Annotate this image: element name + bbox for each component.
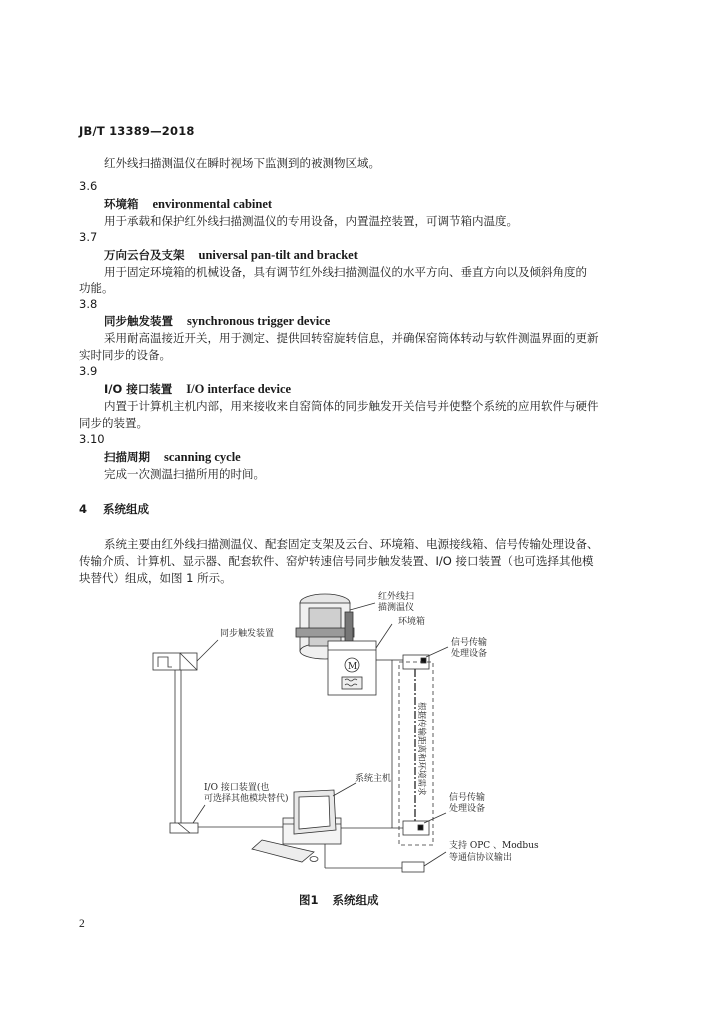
term-number: 3.6 bbox=[79, 179, 98, 193]
term-en: I/O interface device bbox=[186, 382, 292, 396]
intro-line: 红外线扫描测温仪在瞬时视场下监测到的被测物区域。 bbox=[104, 156, 380, 170]
term-definition-line: 完成一次测温扫描所用的时间。 bbox=[104, 467, 265, 481]
term-definition-line: 实时同步的设备。 bbox=[79, 348, 171, 362]
term-cn: 环境箱 bbox=[104, 197, 139, 211]
label-opc: 等通信协议输出 bbox=[449, 853, 513, 863]
label-scanner: 红外线扫 bbox=[378, 592, 415, 602]
section-number: 4 bbox=[79, 502, 88, 516]
transmission-box bbox=[399, 662, 433, 845]
label-vertical: 根据传输距离和环境需求 bbox=[416, 702, 426, 796]
label-signal-bottom: 处理设备 bbox=[449, 804, 486, 814]
section-paragraph-line: 传输介质、计算机、显示器、配套软件、窑炉转速信号同步触发装置、I/O 接口装置（也可选择其他模 bbox=[79, 554, 594, 568]
term-en: synchronous trigger device bbox=[187, 314, 331, 328]
term-definition-line: 用于固定环境箱的机械设备，具有调节红外线扫描测温仪的水平方向、垂直方向以及倾斜角度的 bbox=[104, 265, 587, 279]
section-title: 系统组成 bbox=[103, 502, 150, 516]
label-cabinet: 环境箱 bbox=[398, 617, 426, 627]
label-signal-bottom: 信号传输 bbox=[449, 793, 486, 803]
term-cn: I/O 接口装置 bbox=[104, 382, 173, 396]
label-io: I/O 接口装置(也 bbox=[204, 783, 270, 793]
trigger-device bbox=[153, 653, 197, 670]
label-host: 系统主机 bbox=[355, 774, 392, 784]
figure-number: 图1 bbox=[299, 893, 319, 907]
term-cn: 同步触发装置 bbox=[104, 314, 173, 328]
page-number: 2 bbox=[79, 918, 85, 930]
term-definition-line: 内置于计算机主机内部，用来接收来自窑筒体的同步触发开关信号并使整个系统的应用软件与硬件 bbox=[104, 399, 599, 413]
figure-title: 系统组成 bbox=[332, 893, 379, 907]
label-trigger: 同步触发装置 bbox=[220, 629, 275, 639]
term-cn: 万向云台及支架 bbox=[104, 248, 185, 262]
figure-caption bbox=[299, 892, 379, 908]
term-number: 3.10 bbox=[79, 432, 105, 446]
standard-number: JB/T 13389—2018 bbox=[79, 124, 195, 138]
term-definition-line: 同步的装置。 bbox=[79, 416, 148, 430]
term-number: 3.8 bbox=[79, 297, 98, 311]
section-paragraph-line: 系统主要由红外线扫描测温仪、配套固定支架及云台、环境箱、电源接线箱、信号传输处理设备、 bbox=[104, 537, 599, 551]
section-paragraph-line: 块替代）组成，如图 1 所示。 bbox=[79, 571, 232, 585]
label-signal-top: 处理设备 bbox=[451, 649, 488, 659]
term-definition-line: 用于承载和保护红外线扫描测温仪的专用设备，内置温控装置，可调节箱内温度。 bbox=[104, 214, 518, 228]
opc-output-box bbox=[402, 862, 424, 872]
label-io: 可选择其他模块替代) bbox=[204, 794, 289, 804]
io-interface bbox=[170, 823, 198, 833]
term-definition-line: 功能。 bbox=[79, 281, 114, 295]
term-cn: 扫描周期 bbox=[104, 450, 150, 464]
term-number: 3.9 bbox=[79, 364, 98, 378]
term-en: scanning cycle bbox=[164, 450, 241, 464]
term-number: 3.7 bbox=[79, 230, 98, 244]
term-definition-line: 采用耐高温接近开关，用于测定、提供回转窑旋转信息，并确保窑筒体转动与软件测温界面的更新 bbox=[104, 331, 599, 345]
label-scanner: 描测温仪 bbox=[378, 603, 415, 613]
term-en: universal pan-tilt and bracket bbox=[198, 248, 358, 262]
signal-device-bottom bbox=[403, 821, 429, 835]
label-signal-top: 信号传输 bbox=[451, 638, 488, 648]
term-en: environmental cabinet bbox=[152, 197, 273, 211]
motor-label: M bbox=[348, 662, 358, 672]
label-opc: 支持 OPC 、Modbus bbox=[449, 841, 539, 851]
